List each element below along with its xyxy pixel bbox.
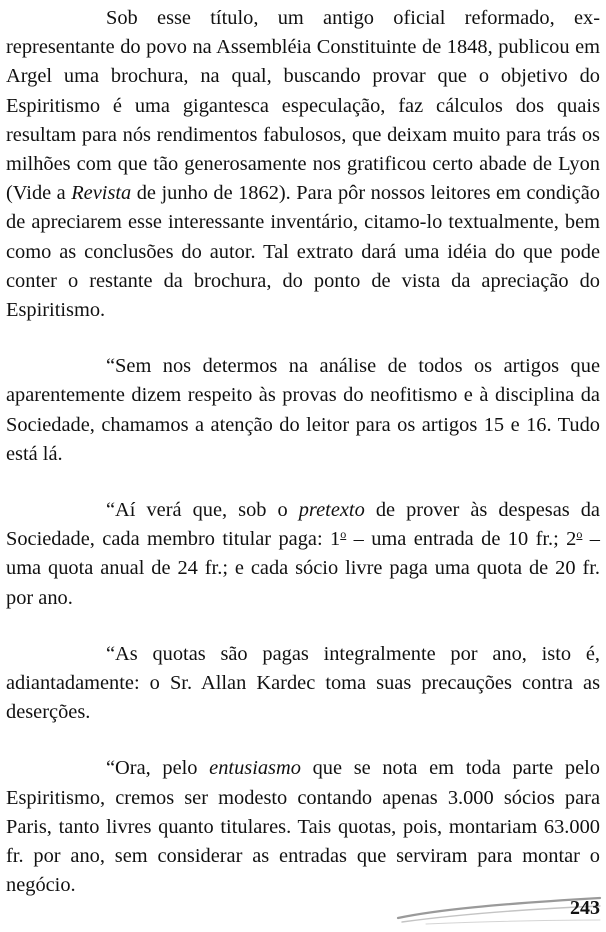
paragraph-3 — [6, 496, 600, 613]
paragraph-3-start: “Aí verá que, sob o — [106, 499, 288, 522]
paragraph-3-end: – uma quota anual de 24 fr.; e cada sócio livre paga uma quota de 20 fr. por ano. — [6, 528, 600, 609]
paragraph-3-mid1: de prover às despesas da Sociedade, cada membro titular paga: 1 — [6, 499, 600, 551]
page-number: 243 — [570, 897, 600, 919]
paragraph-5-end: que se nota em toda parte pelo Espiritismo, cremos ser modesto contando apenas 3.000 sócios para Paris, tanto livres quanto titulares. Tais quotas, pois, montariam 63.000 fr. por ano, sem considerar as entradas que serviram para montar o negócio. — [6, 757, 600, 897]
paragraph-3-italic: pretexto — [298, 499, 365, 522]
paragraph-5 — [6, 754, 600, 900]
paragraph-5-italic: entusiasmo — [209, 757, 301, 780]
paragraph-1 — [6, 4, 600, 325]
ordinal-2: o — [576, 527, 583, 542]
paragraph-2: “Sem nos determos na análise de todos os artigos que aparentemente dizem respeito às provas do neofitismo e à disciplina da Sociedade, chamamos a atenção do leitor para os artigos 15 e 16. Tudo está lá. — [6, 355, 600, 465]
ordinal-1: o — [340, 527, 347, 542]
paragraph-4: “As quotas são pagas integralmente por ano, isto é, adiantadamente: o Sr. Allan Kardec toma suas precauções contra as deserções. — [6, 642, 600, 724]
paragraph-3-mid2: – uma entrada de 10 fr.; 2 — [353, 528, 577, 551]
paragraph-5-start: “Ora, pelo — [106, 757, 198, 780]
page-footer — [0, 880, 606, 932]
page-body — [6, 4, 600, 900]
paragraph-1-italic: Revista — [71, 182, 132, 205]
paragraph-1-end: de junho de 1862). Para pôr nossos leitores em condição de apreciarem esse interessante inventário, citamo-lo textualmente, bem como as conclusões do autor. Tal extrato dará uma idéia do que pode conter o restante da brochura, do ponto de vista da apreciação do Espiritismo. — [6, 182, 600, 322]
paragraph-1-text: Sob esse título, um antigo oficial reformado, ex-representante do povo na Assembléia Constituinte de 1848, publicou em Argel uma brochura, na qual, buscando provar que o objetivo do Espiritismo é uma gigantesca especulação, faz cálculos dos quais resultam para nós rendimentos fabulosos, que deixam muito para trás os milhões com que tão generosamente nos gratificou certo abade de Lyon (Vide a — [6, 7, 600, 205]
